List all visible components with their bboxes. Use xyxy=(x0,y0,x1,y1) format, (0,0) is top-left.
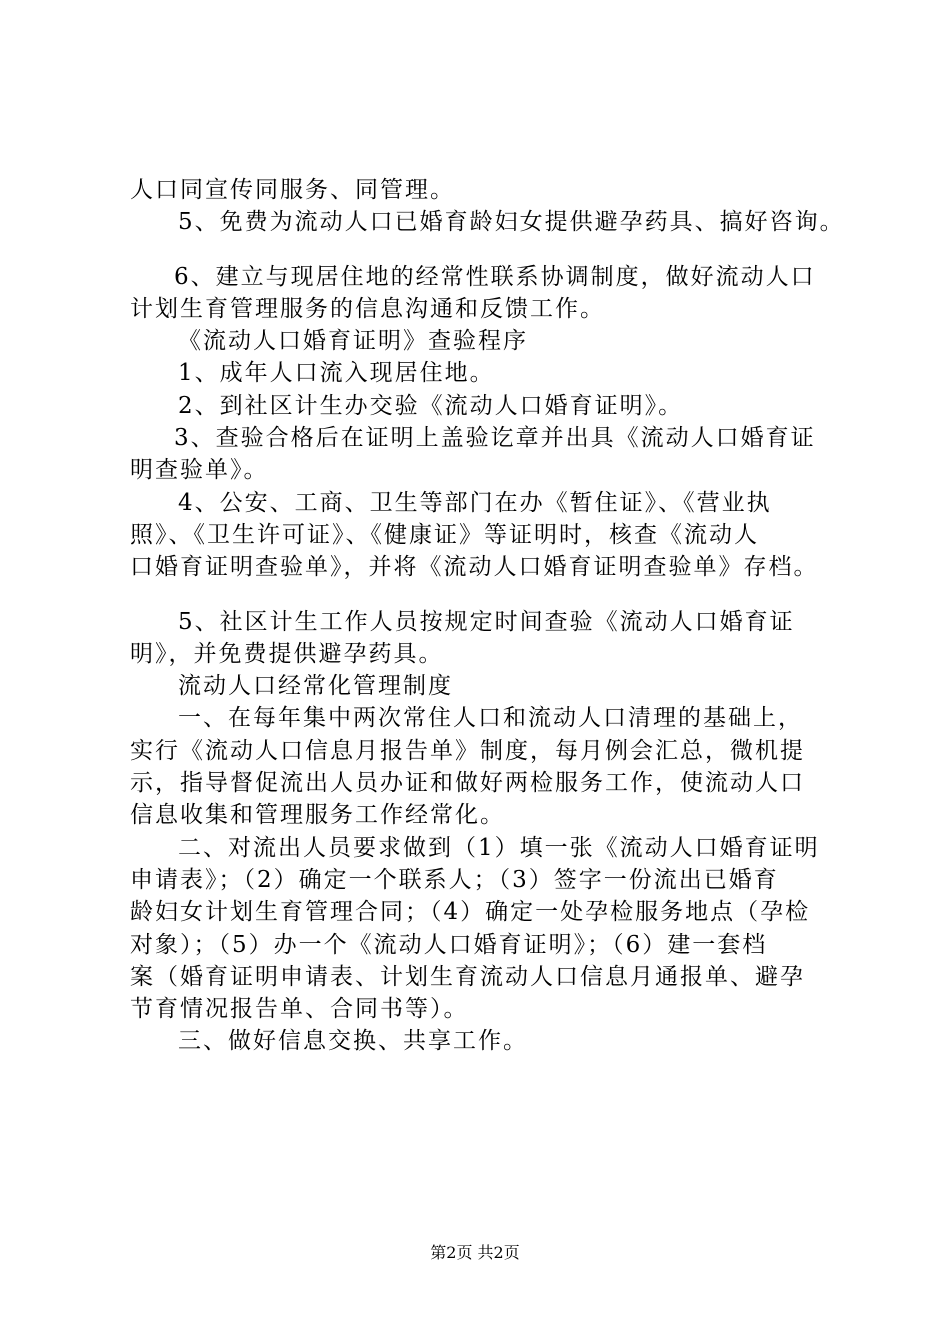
section-heading: 流动人口经常化管理制度 xyxy=(178,673,453,700)
text-line: 实行《流动人口信息月报告单》制度，每月例会汇总，微机提 xyxy=(130,737,805,764)
text-line: 6、建立与现居住地的经常性联系协调制度，做好流动人口 xyxy=(174,263,816,290)
text-line: 案（婚育证明申请表、计划生育流动人口信息月通报单、避孕 xyxy=(130,963,805,990)
section-heading: 《流动人口婚育证明》查验程序 xyxy=(178,328,528,355)
text-line: 5、社区计生工作人员按规定时间查验《流动人口婚育证 xyxy=(178,608,795,635)
text-line: 二、对流出人员要求做到（1）填一张《流动人口婚育证明 xyxy=(178,834,820,861)
text-line: 照》、《卫生许可证》、《健康证》等证明时，核查《流动人 xyxy=(130,521,759,548)
text-line: 示，指导督促流出人员办证和做好两检服务工作，使流动人口 xyxy=(130,770,805,797)
text-line: 明》，并免费提供避孕药具。 xyxy=(130,640,444,667)
text-line: 计划生育管理服务的信息沟通和反馈工作。 xyxy=(130,295,605,322)
text-line: 人口同宣传同服务、同管理。 xyxy=(130,177,455,203)
text-line: 3、查验合格后在证明上盖验讫章并出具《流动人口婚育证 xyxy=(174,425,816,452)
text-line: 2、到社区计生办交验《流动人口婚育证明》。 xyxy=(178,392,684,419)
text-line: 4、公安、工商、卫生等部门在办《暂住证》、《营业执 xyxy=(178,489,772,516)
paragraph-gap xyxy=(130,239,835,261)
text-line: 信息收集和管理服务工作经常化。 xyxy=(130,802,505,829)
text-line: 申请表》；（2）确定一个联系人；（3）签字一份流出已婚育 xyxy=(130,866,779,893)
text-line: 龄妇女计划生育管理合同；（4）确定一处孕检服务地点（孕检 xyxy=(130,899,811,926)
text-line: 一、在每年集中两次常住人口和流动人口清理的基础上， xyxy=(178,705,803,732)
text-line: 5、免费为流动人口已婚育龄妇女提供避孕药具、搞好咨询。 xyxy=(178,209,845,236)
text-line: 对象）；（5）办一个《流动人口婚育证明》；（6）建一套档 xyxy=(130,931,768,958)
text-line: 1、成年人口流入现居住地。 xyxy=(178,360,495,387)
text-line: 明查验单》。 xyxy=(130,457,269,484)
text-line: 口婚育证明查验单》，并将《流动人口婚育证明查验单》存档。 xyxy=(130,554,819,581)
document-body xyxy=(130,174,845,1058)
page-footer: 第2页 共2页 xyxy=(430,1243,520,1262)
paragraph-gap xyxy=(130,584,835,606)
text-line: 三、做好信息交换、共享工作。 xyxy=(178,1028,528,1055)
text-line: 节育情况报告单、合同书等）。 xyxy=(130,996,469,1023)
